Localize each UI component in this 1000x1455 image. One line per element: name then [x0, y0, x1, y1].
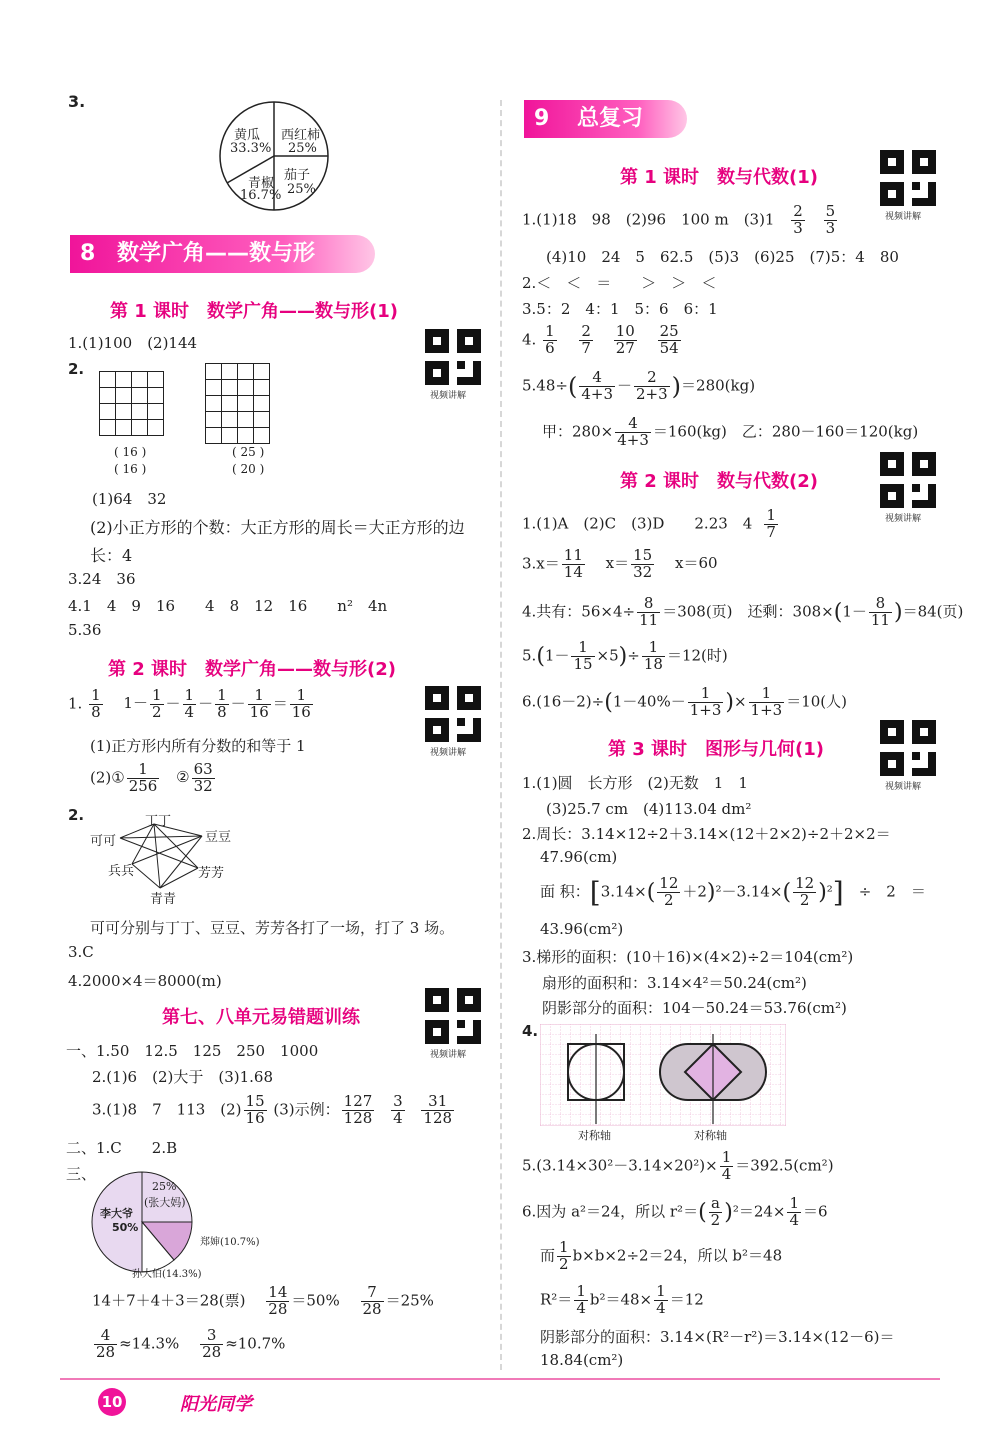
pie2-sundabo: 孙大伯(14.3%): [132, 1269, 202, 1280]
unit8-number: 8: [80, 241, 96, 266]
pie1-huanggua: 黄瓜: [234, 128, 261, 143]
err-3-sum: 14＋7＋4＋3＝28(票) $\frac{14}{28}$ ＝50% $\frac{7}{28}$ ＝25%: [92, 1283, 434, 1318]
err-1-1: 一、1.50 12.5 125 250 1000: [66, 1042, 319, 1060]
pie1-xihongshi: 西红柿: [281, 128, 321, 143]
l1-q2-label: 2.: [68, 360, 85, 378]
r3-q6i: 阴影部分的面积：3.14×(R²－r²)＝3.14×(12－6)＝: [540, 1328, 895, 1346]
err-3-approx: $\frac{4}{28}$ ≈14.3% $\frac{3}{28}$ ≈10.7%: [96, 1326, 286, 1361]
qr-label: 视频讲解: [430, 1050, 467, 1060]
r3-q2b: 47.96(cm): [540, 848, 618, 866]
footer-line: [60, 1378, 940, 1380]
qr-code-icon[interactable]: [425, 686, 481, 742]
symmetry-grid-figure: [540, 1024, 786, 1126]
q3-label: 3.: [68, 92, 86, 111]
l1-q5: 5.36: [68, 621, 102, 639]
r1-q5c: 甲：280× $\frac{4}{4+3}$ ＝160(kg) 乙：280－160＝120(kg): [542, 414, 919, 449]
r2-q4: 4.共有：56×4÷ $\frac{8}{11}$ ＝308(页) 还剩：308×(1－ $\frac{8}{11}$ )＝84(页): [522, 594, 964, 629]
l2-q2-answer: 可可分别与丁丁、豆豆、芳芳各打了一场，打了 3 场。: [90, 919, 455, 937]
qr-label: 视频讲解: [430, 748, 467, 758]
r3-q2d: 43.96(cm²): [540, 920, 624, 938]
grid-4x4: [99, 371, 164, 436]
r2-q5: 5.(1－ $\frac{1}{15}$ ×5)÷ $\frac{1}{18}$ ＝12(时): [522, 638, 728, 673]
pie2-zhangdama: (张大妈): [144, 1196, 186, 1209]
column-divider: [500, 100, 502, 1370]
r3-q2a: 2.周长：3.14×12÷2＋3.14×(12＋2×2)÷2＋2×2＝: [522, 825, 891, 843]
l1-q2-1: (1)64 32: [92, 490, 167, 508]
r3-q6j: 18.84(cm²): [540, 1351, 624, 1369]
page-number-badge: 10: [98, 1388, 126, 1416]
l2-q4: 4.2000×4＝8000(m): [68, 972, 222, 990]
r3-q1a: 1.(1)圆 长方形 (2)无数 1 1: [522, 774, 748, 792]
r-lesson3-title: 第 3 课时 图形与几何(1): [608, 739, 825, 760]
r1-q2: 2.＜ ＜ ＝ ＞ ＞ ＜: [522, 274, 717, 292]
lesson1-title: 第 1 课时 数学广角——数与形(1): [110, 301, 399, 322]
l1-q4: 4.1 4 9 16 4 8 12 16 n² 4n: [68, 597, 388, 615]
pie2-25pct: 25%: [152, 1180, 177, 1193]
pie1-qiezi-pct: 25%: [287, 182, 316, 197]
r-lesson1-title: 第 1 课时 数与代数(1): [620, 167, 819, 188]
r2-q1: 1.(1)A (2)C (3)D 2.23 4 $\frac{1}{7}$: [522, 506, 776, 541]
l1-q3: 3.24 36: [68, 570, 136, 588]
unit8-banner: [70, 235, 375, 273]
qr-code-icon[interactable]: [425, 329, 481, 385]
lesson2-title: 第 2 课时 数学广角——数与形(2): [108, 659, 397, 680]
r2-q6: 6.(16－2)÷(1－40%－ $\frac{1}{1+3}$ )× $\frac{1}{1+3}$ ＝10(人): [522, 684, 847, 719]
grid-5x4: [205, 363, 270, 444]
l1-q2-3: 长：4: [90, 546, 133, 565]
r3-q5: 5.(3.14×30²－3.14×20²)× $\frac{1}{4}$ ＝392.5(cm²): [522, 1148, 834, 1183]
r2-q3: 3.x＝ $\frac{11}{14}$ x＝ $\frac{15}{32}$ x＝60: [522, 546, 718, 581]
r1-q4: 4. $\frac{1}{6}$ $\frac{2}{7}$ $\frac{10}{27}$ $\frac{25}{54}$: [522, 322, 679, 357]
l2-q1-1: (1)正方形内所有分数的和等于 1: [90, 737, 306, 755]
qr-label: 视频讲解: [885, 514, 922, 524]
grid1-count: ( 16 ): [114, 462, 147, 476]
r3-q3b: 扇形的面积和：3.14×4²＝50.24(cm²): [542, 974, 807, 992]
l1-q1: 1.(1)100 (2)144: [68, 334, 198, 352]
axis-label-1: 对称轴: [578, 1129, 611, 1142]
pie2-lidaye: 李大爷: [100, 1207, 133, 1220]
err-1-3: 3.(1)8 7 113 (2) $\frac{15}{16}$ (3)示例： $\frac{127}{128}$ $\frac{3}{4}$ $\frac{31}{128}$: [92, 1092, 453, 1127]
r3-q2c: 面 积：[3.14×( $\frac{12}{2}$ ＋2)²－3.14×( $\frac{12}{2}$ )²] ÷ 2 ＝: [540, 874, 926, 909]
name-doudou: 豆豆: [205, 830, 232, 845]
fraction-1-8: $\frac{1}{8}$: [91, 686, 101, 721]
l2-q1: 1. $\frac{1}{8}$ 1－ $\frac{1}{2}$ － $\frac{1}{4}$ － $\frac{1}{8}$ － $\frac{1}{16}$ ＝ $\frac{1}{16}$: [68, 686, 311, 721]
l2-q2-label: 2.: [68, 806, 85, 824]
r3-q1b: (3)25.7 cm (4)113.04 dm²: [546, 800, 752, 818]
grid2-count: ( 25 ): [232, 445, 265, 459]
r3-q3a: 3.梯形的面积：(10＋16)×(4×2)÷2＝104(cm²): [522, 948, 854, 966]
name-fangfang: 芳芳: [198, 866, 225, 881]
r1-q3: 3.5：2 4：1 5：6 6：1: [522, 300, 718, 318]
unit9-number: 9: [534, 106, 550, 131]
unit9-title: 总复习: [576, 106, 643, 131]
brand-logo: 阳光同学: [180, 1394, 252, 1415]
r3-q3c: 阴影部分的面积：104－50.24＝53.76(cm²): [542, 999, 847, 1017]
r-lesson2-title: 第 2 课时 数与代数(2): [620, 471, 819, 492]
axis-label-2: 对称轴: [694, 1129, 727, 1142]
qr-code-icon[interactable]: [425, 988, 481, 1044]
r3-q6f: R²＝ $\frac{1}{4}$ b²＝48× $\frac{1}{4}$ ＝12: [540, 1282, 704, 1317]
l1-q2-2: (2)小正方形的个数：大正方形的周长＝大正方形的边: [90, 518, 465, 537]
r1-q1a: 1.(1)18 98 (2)96 100 m (3)1 $\frac{2}{3}$ $\frac{5}{3}$: [522, 202, 836, 237]
pie1-qingjiao-pct: 16.7%: [240, 188, 282, 203]
unit9-banner: [524, 100, 687, 138]
pie1-qiezi: 茄子: [284, 168, 311, 183]
l2-q1-2: (2)① $\frac{1}{256}$ ② $\frac{63}{32}$: [90, 760, 213, 795]
r3-q6d: 而 $\frac{1}{2}$ b×b×2÷2＝24，所以 b²＝48: [540, 1238, 783, 1273]
r3-q4-label: 4.: [522, 1022, 539, 1040]
name-bingbing: 兵兵: [108, 864, 135, 879]
qr-label: 视频讲解: [885, 782, 922, 792]
grid1-perimeter: ( 16 ): [114, 445, 147, 459]
qr-code-icon[interactable]: [880, 720, 936, 776]
r1-q5: 5.48÷( $\frac{4}{4+3}$ － $\frac{2}{2+3}$ )＝280(kg): [522, 368, 756, 403]
r3-q6a: 6.因为 a²＝24，所以 r²＝( $\frac{a}{2}$ )²＝24× $\frac{1}{4}$ ＝6: [522, 1194, 828, 1229]
unit8-title: 数学广角——数与形: [116, 241, 315, 266]
grid2-perimeter: ( 20 ): [232, 462, 265, 476]
name-keke: 可可: [90, 834, 117, 849]
pie1-qingjiao: 青椒: [248, 176, 275, 191]
pie1-huanggua-pct: 33.3%: [230, 141, 272, 156]
err-2: 二、1.C 2.B: [66, 1139, 178, 1157]
error-training-title: 第七、八单元易错题训练: [162, 1007, 360, 1028]
qr-label: 视频讲解: [430, 391, 467, 401]
qr-label: 视频讲解: [885, 212, 922, 222]
qr-code-icon[interactable]: [880, 150, 936, 206]
l2-q3: 3.C: [68, 943, 94, 961]
pie2-zhengshen: 郑婶(10.7%): [200, 1237, 260, 1248]
votes-pie-chart: [90, 1170, 194, 1274]
name-qingqing: 青青: [150, 892, 177, 907]
name-dingding: 丁丁: [145, 814, 172, 829]
err-1-2: 2.(1)6 (2)大于 (3)1.68: [92, 1068, 273, 1086]
l2-q1-label: 1.: [68, 694, 83, 713]
qr-code-icon[interactable]: [880, 452, 936, 508]
pie2-50pct: 50%: [112, 1221, 139, 1234]
r1-q1b: (4)10 24 5 62.5 (5)3 (6)25 (7)5：4 80: [546, 248, 899, 266]
err-3-label: 三、: [66, 1165, 97, 1183]
pie1-xihongshi-pct: 25%: [288, 141, 317, 156]
